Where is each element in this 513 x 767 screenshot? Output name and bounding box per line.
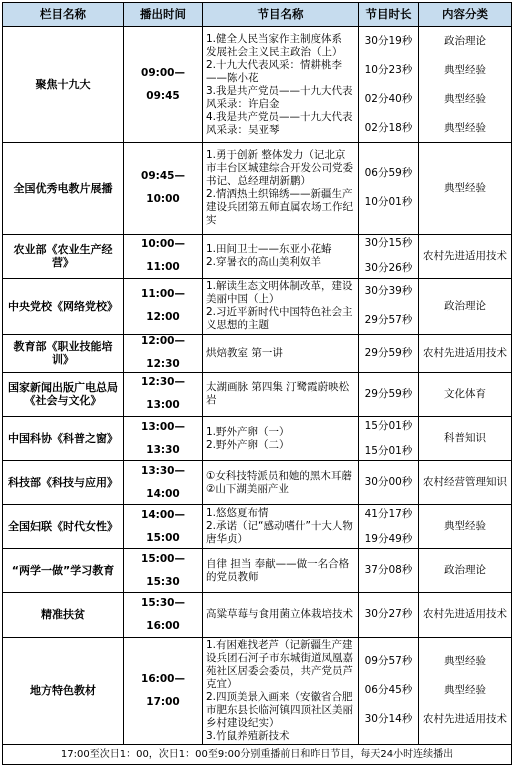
start-time: 12:30— [141, 376, 185, 389]
category-cell [419, 278, 512, 334]
program-name: 2.野外产卵（二） [206, 438, 290, 451]
table-row [3, 505, 512, 549]
column-name-cell: “两学一做”学习教育 [3, 549, 124, 593]
program-name: 1.田间卫士——东亚小花蝽 [206, 243, 332, 256]
duration: 37分08秒 [364, 564, 413, 577]
end-time: 15:00 [146, 531, 180, 544]
program-cell [203, 637, 359, 744]
category: 农村先进适用技术 [423, 249, 507, 262]
duration: 19分49秒 [364, 532, 413, 545]
col-header-program: 节目名称 [203, 3, 359, 27]
duration-cell [359, 372, 419, 416]
duration-cell [359, 549, 419, 593]
col-header-category: 内容分类 [419, 3, 512, 27]
table-row [3, 549, 512, 593]
program-name: 1.勇于创新 整体发力（记北京市丰台区城建综合开发公司党委书记、总经理胡新鹏） [206, 149, 353, 188]
program-cell [203, 27, 359, 143]
program-name: 烘焙教室 第一讲 [206, 346, 283, 359]
end-time: 17:00 [146, 695, 180, 708]
duration: 30分26秒 [364, 262, 413, 275]
header-row [3, 3, 512, 27]
duration-cell [359, 27, 419, 143]
table-row [3, 593, 512, 637]
duration: 15分01秒 [364, 444, 413, 457]
program-cell [203, 461, 359, 505]
footer-note: 17:00至次日1：00，次日1：00至9:00分别重播前日和昨日节目，每天24小时连续播出 [3, 744, 512, 764]
duration-cell [359, 234, 419, 278]
category: 典型经验 [444, 63, 486, 76]
duration-cell [359, 593, 419, 637]
broadcast-time-cell [124, 143, 203, 234]
table-row [3, 637, 512, 744]
start-time: 09:00— [141, 66, 185, 79]
program-name: 3.我是共产党员——十九大代表风采录：许启金 [206, 84, 353, 110]
duration: 30分19秒 [364, 34, 413, 47]
category-cell [419, 372, 512, 416]
duration-cell [359, 334, 419, 372]
category-cell [419, 637, 512, 744]
program-name: 1.健全人民当家作主制度体系 发展社会主义民主政治（上） [206, 32, 343, 58]
program-name: 1.野外产卵（一） [206, 425, 290, 438]
category-cell [419, 143, 512, 234]
duration-cell [359, 461, 419, 505]
column-name-cell: 全国妇联《时代女性》 [3, 505, 124, 549]
program-cell [203, 372, 359, 416]
category-cell [419, 334, 512, 372]
duration-cell [359, 637, 419, 744]
category: 农村先进适用技术 [423, 608, 507, 621]
duration-cell [359, 417, 419, 461]
category: 科普知识 [444, 432, 486, 445]
broadcast-time-cell [124, 637, 203, 744]
col-header-duration: 节目时长 [359, 3, 419, 27]
program-cell [203, 549, 359, 593]
broadcast-time-cell [124, 278, 203, 334]
end-time: 15:30 [146, 575, 180, 588]
table-row [3, 278, 512, 334]
category: 文化体育 [444, 387, 486, 400]
start-time: 14:00— [141, 508, 185, 521]
duration: 09分57秒 [364, 655, 413, 668]
table-row [3, 461, 512, 505]
duration: 30分15秒 [364, 237, 413, 250]
end-time: 10:00 [146, 193, 180, 206]
category: 农村先进适用技术 [423, 713, 507, 726]
table-row [3, 143, 512, 234]
table-row [3, 417, 512, 461]
col-header-name: 栏目名称 [3, 3, 124, 27]
program-cell [203, 278, 359, 334]
program-cell [203, 143, 359, 234]
duration: 10分23秒 [364, 63, 413, 76]
program-name: 自律 担当 奉献——做一名合格的党员教师 [206, 557, 350, 583]
category: 典型经验 [444, 92, 486, 105]
category: 政治理论 [444, 299, 486, 312]
category-cell [419, 505, 512, 549]
duration: 06分45秒 [364, 684, 413, 697]
duration-cell [359, 278, 419, 334]
broadcast-time-cell [124, 461, 203, 505]
broadcast-time-cell [124, 549, 203, 593]
schedule-table [2, 2, 512, 765]
category: 农村经营管理知识 [423, 476, 507, 489]
duration: 15分01秒 [364, 419, 413, 432]
category: 典型经验 [444, 121, 486, 134]
start-time: 15:00— [141, 552, 185, 565]
column-name-cell: 聚焦十九大 [3, 27, 124, 143]
program-name: 1.悠悠夏布情 [206, 507, 269, 520]
broadcast-time-cell [124, 372, 203, 416]
end-time: 12:30 [146, 358, 180, 371]
end-time: 14:00 [146, 487, 180, 500]
program-name: 太湖画脉 第四集 汀鹭霞蔚映松岩 [206, 381, 350, 407]
category-cell [419, 234, 512, 278]
column-name-cell: 中国科协《科普之窗》 [3, 417, 124, 461]
duration: 29分57秒 [364, 314, 413, 327]
program-name: 3.竹鼠养殖新技术 [206, 729, 290, 742]
category: 典型经验 [444, 684, 486, 697]
category-cell [419, 417, 512, 461]
column-name-cell: 全国优秀电教片展播 [3, 143, 124, 234]
program-name: 高粱草莓与食用菌立体栽培技术 [206, 608, 353, 621]
duration-cell [359, 143, 419, 234]
column-name-cell: 国家新闻出版广电总局《社会与文化》 [3, 372, 124, 416]
broadcast-time-cell [124, 417, 203, 461]
column-name-cell: 农业部《农业生产经营》 [3, 234, 124, 278]
column-name-cell: 教育部《职业技能培训》 [3, 334, 124, 372]
program-name: 4.我是共产党员——十九大代表风采录：吴亚琴 [206, 110, 353, 136]
broadcast-time-cell [124, 27, 203, 143]
duration: 41分17秒 [364, 507, 413, 520]
start-time: 13:30— [141, 464, 185, 477]
broadcast-time-cell [124, 593, 203, 637]
program-cell [203, 234, 359, 278]
category: 典型经验 [444, 655, 486, 668]
program-cell [203, 505, 359, 549]
column-name-cell: 精准扶贫 [3, 593, 124, 637]
program-name: 1.有困难找老芦（记新疆生产建设兵团石河子市东城街道凤凰嘉苑社区居委会委员，共产党员芦克宜） [206, 638, 353, 690]
end-time: 11:00 [146, 261, 180, 274]
broadcast-time-cell [124, 234, 203, 278]
category-cell [419, 593, 512, 637]
end-time: 12:00 [146, 311, 180, 324]
duration-cell [359, 505, 419, 549]
col-header-time: 播出时间 [124, 3, 203, 27]
program-name: 2.情洒热土织锦绣——新疆生产建设兵团第五师直属农场工作纪实 [206, 188, 353, 227]
duration: 30分14秒 [364, 713, 413, 726]
table-row [3, 334, 512, 372]
duration: 29分59秒 [364, 346, 413, 359]
category: 典型经验 [444, 181, 486, 194]
end-time: 13:30 [146, 443, 180, 456]
start-time: 15:30— [141, 596, 185, 609]
category: 政治理论 [444, 34, 486, 47]
duration: 10分01秒 [364, 196, 413, 209]
category: 农村先进适用技术 [423, 346, 507, 359]
end-time: 13:00 [146, 399, 180, 412]
start-time: 11:00— [141, 288, 185, 301]
duration: 29分59秒 [364, 387, 413, 400]
category-cell [419, 549, 512, 593]
program-cell [203, 334, 359, 372]
category: 政治理论 [444, 564, 486, 577]
category-cell [419, 461, 512, 505]
start-time: 10:00— [141, 238, 185, 251]
category: 典型经验 [444, 520, 486, 533]
program-name: 2.习近平新时代中国特色社会主义思想的主题 [206, 306, 353, 332]
footer-row [3, 744, 512, 764]
column-name-cell: 地方特色教材 [3, 637, 124, 744]
duration: 30分39秒 [364, 285, 413, 298]
program-name: 2.十九大代表风采：情耕桃李——陈小花 [206, 58, 343, 84]
table-row [3, 234, 512, 278]
program-cell [203, 417, 359, 461]
program-name: ①女科技特派员和她的黑木耳蘑②山下湖美丽产业 [206, 469, 352, 495]
duration: 02分40秒 [364, 92, 413, 105]
broadcast-time-cell [124, 334, 203, 372]
program-name: 2.承诺（记“感动嗜什”十大人物唐华贞） [206, 520, 353, 546]
start-time: 09:45— [141, 170, 185, 183]
start-time: 12:00— [141, 335, 185, 348]
end-time: 16:00 [146, 619, 180, 632]
duration: 02分18秒 [364, 121, 413, 134]
table-row [3, 27, 512, 143]
program-cell [203, 593, 359, 637]
start-time: 16:00— [141, 672, 185, 685]
end-time: 09:45 [146, 89, 180, 102]
program-name: 1.解读生态文明体制改革，建设美丽中国（上） [206, 280, 353, 306]
duration: 30分00秒 [364, 476, 413, 489]
start-time: 13:00— [141, 420, 185, 433]
program-name: 2.穿暑衣的高山美利奴羊 [206, 256, 322, 269]
column-name-cell: 中央党校《网络党校》 [3, 278, 124, 334]
broadcast-time-cell [124, 505, 203, 549]
program-name: 2.四顶美景入画来（安徽省合肥市肥东县长临河镇四顶社区美丽乡村建设纪实） [206, 690, 353, 729]
table-row [3, 372, 512, 416]
duration: 06分59秒 [364, 167, 413, 180]
category-cell [419, 27, 512, 143]
column-name-cell: 科技部《科技与应用》 [3, 461, 124, 505]
duration: 30分27秒 [364, 608, 413, 621]
